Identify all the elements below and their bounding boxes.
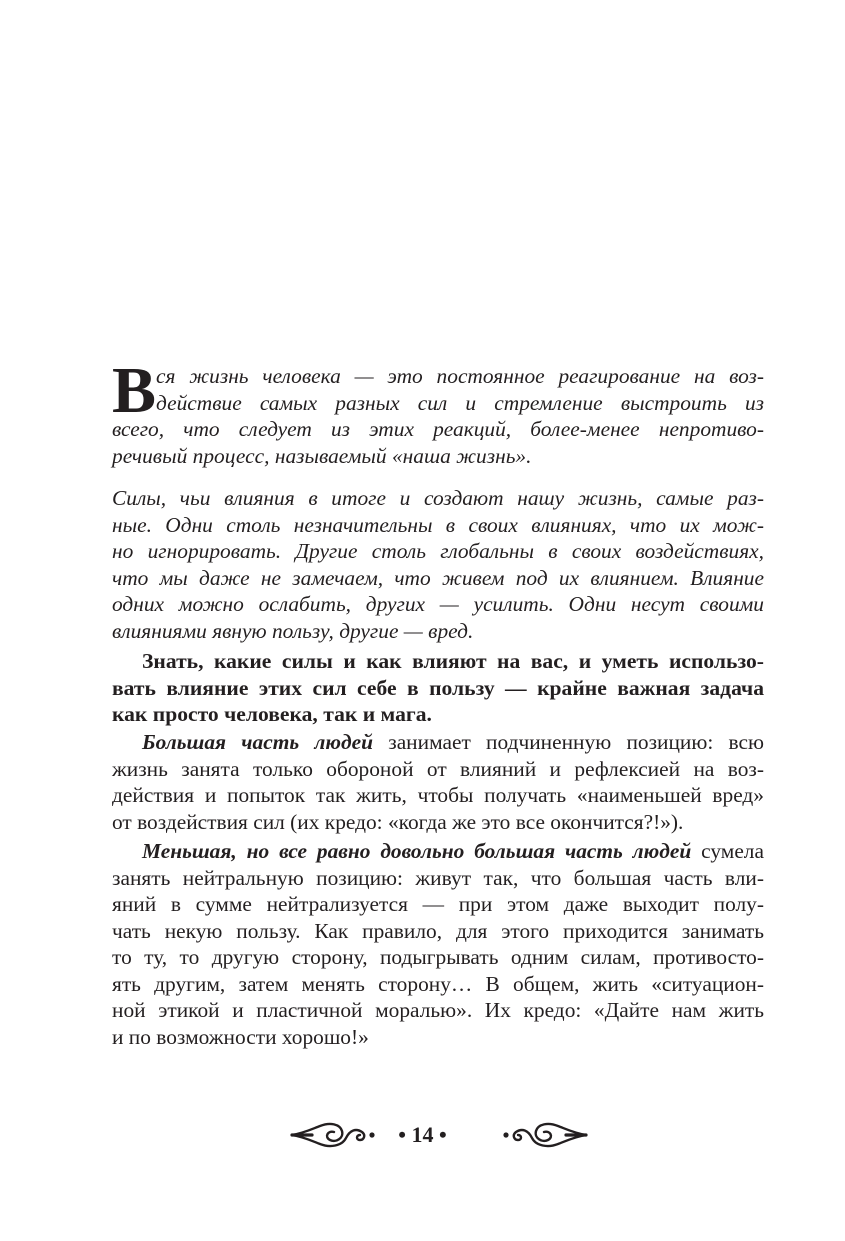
text-line: яний в сумме нейтрализуется — при этом даже выходит полу- bbox=[112, 892, 764, 916]
body-paragraph bbox=[112, 729, 764, 835]
text-line: но игнорировать. Другие столь глобальны в своих воздействиях, bbox=[112, 539, 764, 563]
text-line: влияниями явную пользу, другие — вред. bbox=[112, 618, 474, 643]
bold-paragraph bbox=[112, 648, 764, 728]
text-line: речивый процесс, называемый «наша жизнь». bbox=[112, 443, 532, 468]
text-line: занять нейтральную позицию: живут так, что большая часть вли- bbox=[112, 865, 764, 890]
text-line bbox=[112, 729, 764, 756]
text-line: вать влияние этих сил себе в пользу — крайне важная задача bbox=[112, 675, 764, 700]
text-line: Силы, чьи влияния в итоге и создают нашу жизнь, самые раз- bbox=[112, 486, 764, 510]
text-line: от воздействия сил (их кредо: «когда же это все окончится?!»). bbox=[112, 809, 684, 834]
emphasis-phrase: Меньшая, но все равно довольно большая часть людей bbox=[142, 839, 692, 863]
text-line: действия и попыток так жить, чтобы получать «наименьшей вред» bbox=[112, 783, 764, 807]
text-line: жизнь занята только обороной от влияний и рефлексией на воз- bbox=[112, 756, 764, 781]
text-run: сумела bbox=[691, 839, 764, 863]
text-line: Знать, какие силы и как влияют на вас, и уметь использо- bbox=[142, 649, 764, 673]
text-line: что мы даже не замечаем, что живем под их влиянием. Влияние bbox=[112, 565, 764, 590]
italic-paragraph bbox=[112, 485, 764, 644]
text-line: ся жизнь человека — это постоянное реагирование на воз- bbox=[156, 364, 764, 388]
text-line: чать некую пользу. Как правило, для этого приходится занимать bbox=[112, 918, 764, 943]
page-footer bbox=[0, 1114, 845, 1160]
drop-cap: В bbox=[112, 354, 157, 427]
body-paragraph bbox=[112, 838, 764, 1050]
opening-paragraph bbox=[112, 354, 764, 469]
text-line: ные. Одни столь незначительны в своих влияниях, что их мож- bbox=[112, 512, 764, 537]
page-number: • 14 • bbox=[398, 1122, 447, 1147]
emphasis-phrase: Большая часть людей bbox=[142, 730, 373, 754]
text-line: одних можно ослабить, других — усилить. Одни несут своими bbox=[112, 592, 764, 616]
text-line: всего, что следует из этих реакций, более-менее непротиво- bbox=[112, 417, 764, 441]
text-line: как просто человека, так и мага. bbox=[112, 702, 432, 726]
text-line: действие самых разных сил и стремление выстроить из bbox=[156, 390, 764, 415]
text-line bbox=[112, 838, 764, 865]
text-line: ять другим, затем менять сторону… В общем, жить «ситуацион- bbox=[112, 971, 764, 996]
flourish-right-icon bbox=[496, 1118, 588, 1152]
text-line: то ту, то другую сторону, подыгрывать одним силам, противосто- bbox=[112, 945, 764, 969]
text-run: занимает подчиненную позицию: всю bbox=[372, 730, 764, 754]
text-line: и по возможности хорошо!» bbox=[112, 1024, 369, 1049]
text-line: ной этикой и пластичной моралью». Их кредо: «Дайте нам жить bbox=[112, 998, 764, 1022]
